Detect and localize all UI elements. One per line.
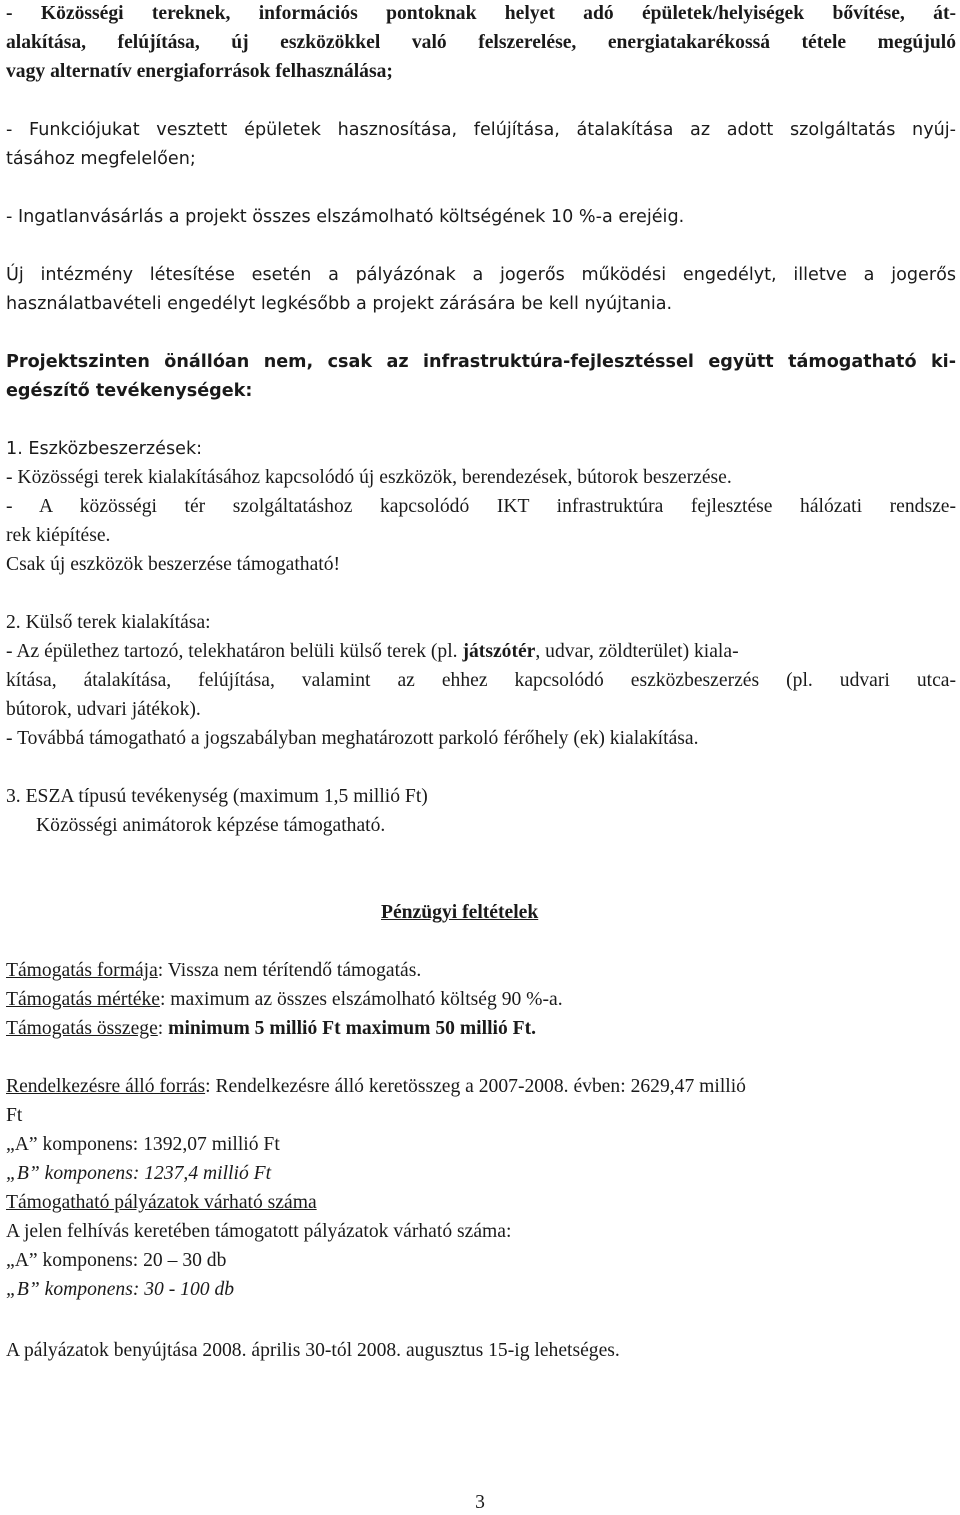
finance-line	[6, 959, 421, 983]
finance-line	[6, 1075, 956, 1099]
field-value: minimum 5 millió Ft maximum 50 millió Ft.	[168, 1018, 537, 1039]
text-line: - Továbbá támogatható a jogszabályban meghatározott parkoló férőhely (ek) kialakítása.	[6, 728, 699, 749]
text-line: 1. Eszközbeszerzések:	[6, 439, 203, 459]
field-label: Támogatás összege	[6, 1018, 158, 1039]
text-line: 3. ESZA típusú tevékenység (maximum 1,5 millió Ft)	[6, 786, 428, 807]
field-value: : maximum az összes elszámolható költség 90 %-a.	[159, 989, 563, 1010]
text-line: „A” komponens: 1392,07 millió Ft	[6, 1134, 280, 1155]
text-line: „B” komponens: 30 - 100 db	[6, 1279, 235, 1300]
text-line: Csak új eszközök beszerzése támogatható!	[6, 554, 341, 575]
page-number: 3	[475, 1492, 485, 1513]
text-span: , udvar, zöldterület) kiala-	[535, 641, 739, 662]
field-value: : Rendelkezésre álló keretösszeg a 2007-2008. évben: 2629,47 millió	[205, 1076, 746, 1097]
text-line: tásához megfelelően;	[6, 149, 196, 169]
field-separator: :	[157, 1018, 169, 1039]
subsection-title: Támogatható pályázatok várható száma	[6, 1192, 317, 1213]
field-label: Támogatás mértéke	[6, 989, 160, 1010]
text-line: 2. Külső terek kialakítása:	[6, 612, 211, 633]
text-line: - Funkciójukat vesztett épületek hasznosítása, felújítása, átalakítása az adott szolgáltatás nyúj-	[6, 120, 956, 140]
text-line: A pályázatok benyújtása 2008. április 30-tól 2008. augusztus 15-ig lehetséges.	[6, 1340, 620, 1361]
text-line: kítása, átalakítása, felújítása, valamint az ehhez kapcsolódó eszközbeszerzés (pl. udvari utca-	[6, 670, 956, 691]
text-line: Új intézmény létesítése esetén a pályázónak a jogerős működési engedélyt, illetve a jogerős	[6, 265, 956, 285]
text-line	[6, 640, 956, 664]
text-line: „A” komponens: 20 – 30 db	[6, 1250, 227, 1271]
text-line: bútorok, udvari játékok).	[6, 699, 201, 720]
text-line: - Ingatlanvásárlás a projekt összes elszámolható költségének 10 %-a erejéig.	[6, 207, 685, 227]
text-line: - A közösségi tér szolgáltatáshoz kapcsolódó IKT infrastruktúra fejlesztése hálózati rendsze-	[6, 496, 956, 517]
text-line: A jelen felhívás keretében támogatott pályázatok várható száma:	[6, 1221, 512, 1242]
field-label: Támogatás formája	[6, 960, 158, 981]
field-label: Rendelkezésre álló forrás	[6, 1076, 206, 1097]
text-line: alakítása, felújítása, új eszközökkel való felszerelése, energiatakarékossá tétele megújuló	[6, 32, 956, 53]
finance-line	[6, 988, 563, 1012]
text-line: - Közösségi terek kialakításához kapcsolódó új eszközök, berendezések, bútorok beszerzése.	[6, 467, 732, 488]
text-line: vagy alternatív energiaforrások felhasználása;	[6, 61, 393, 82]
text-line: Közösségi animátorok képzése támogatható.	[36, 815, 386, 836]
text-line: használatbavételi engedélyt legkésőbb a projekt zárására be kell nyújtania.	[6, 294, 673, 314]
text-line: „B” komponens: 1237,4 millió Ft	[6, 1163, 272, 1184]
bold-term: játszótér	[462, 641, 536, 662]
text-line: - Közösségi tereknek, információs pontoknak helyet adó épületek/helyiségek bővítése, át-	[6, 3, 956, 24]
finance-line	[6, 1017, 536, 1041]
text-line: rek kiépítése.	[6, 525, 111, 546]
section-title: Pénzügyi feltételek	[381, 902, 539, 923]
text-line: Ft	[6, 1105, 23, 1126]
section-heading: Projektszinten önállóan nem, csak az infrastruktúra-fejlesztéssel együtt támogatható ki-	[6, 352, 956, 372]
section-heading: egészítő tevékenységek:	[6, 381, 253, 401]
field-value: : Vissza nem térítendő támogatás.	[157, 960, 422, 981]
text-span: - Az épülethez tartozó, telekhatáron belüli külső terek (pl.	[6, 641, 463, 662]
